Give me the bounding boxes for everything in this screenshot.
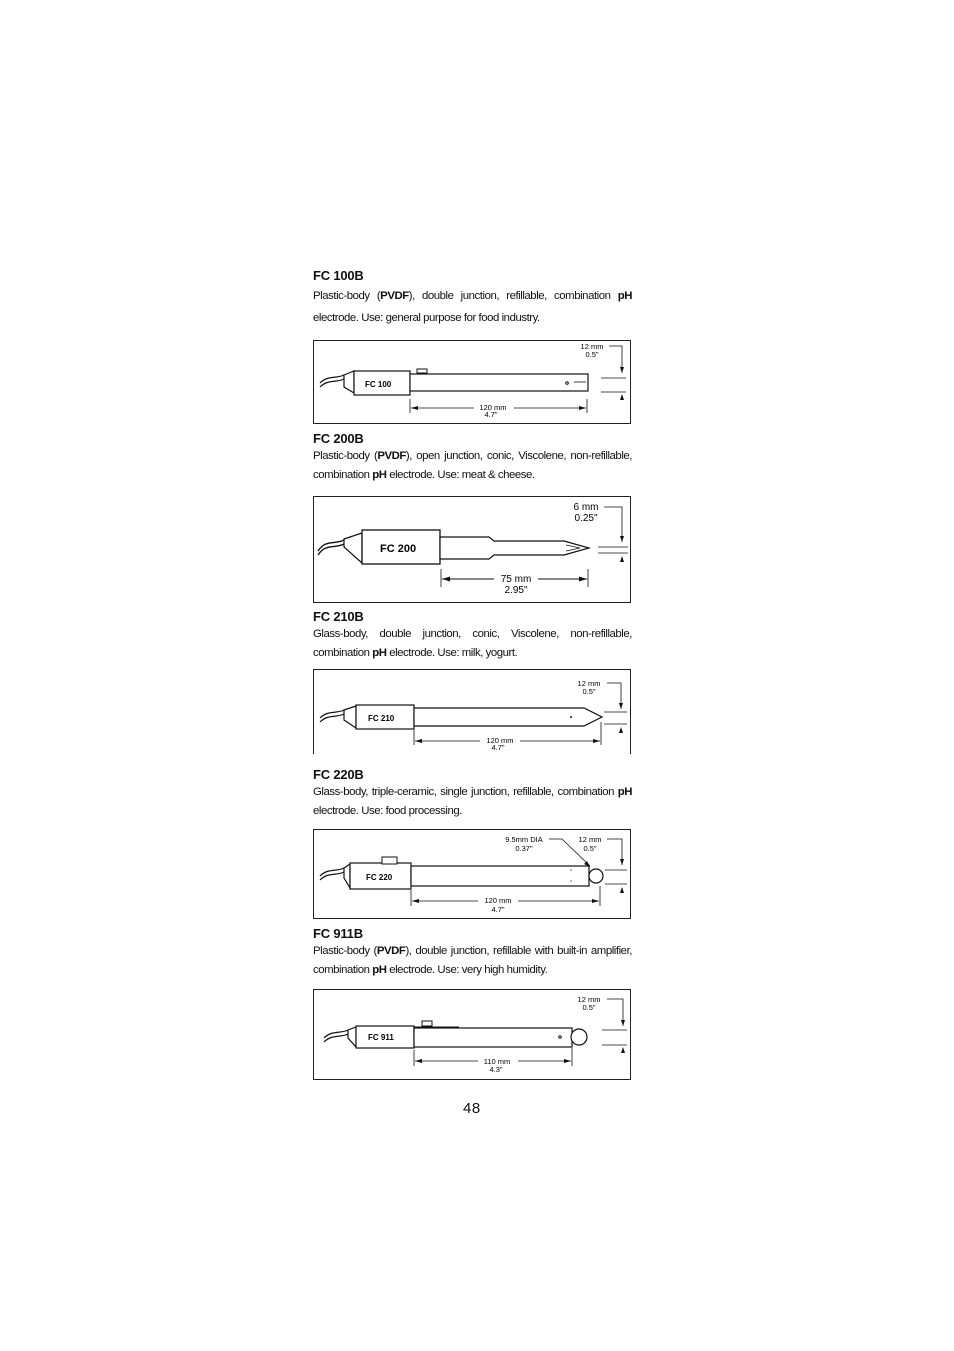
electrode-label: FC 200 bbox=[380, 543, 417, 555]
length-mm-label: 120 mm bbox=[486, 736, 514, 745]
electrode-label: FC 911 bbox=[368, 1033, 394, 1042]
description-text: electrode. Use: food processing. bbox=[313, 805, 462, 817]
tip-mm-label: 12 mm bbox=[577, 679, 601, 688]
description-text: Plastic-body ( bbox=[313, 945, 377, 957]
emphasis-text: pH bbox=[372, 964, 387, 976]
section-description bbox=[313, 447, 632, 485]
electrode-diagram-fc210 bbox=[313, 669, 631, 754]
emphasis-text: pH bbox=[617, 786, 632, 798]
length-in-label: 4.7" bbox=[491, 905, 505, 914]
diameter-in-label: 0.37" bbox=[515, 844, 533, 853]
description-text: Plastic-body ( bbox=[313, 450, 378, 462]
tip-mm-label: 12 mm bbox=[577, 995, 601, 1004]
section-description bbox=[313, 285, 632, 329]
section-fc911b bbox=[313, 926, 632, 980]
electrode-label: FC 210 bbox=[368, 714, 395, 723]
description-text: electrode. Use: milk, yogurt. bbox=[386, 647, 518, 659]
section-description bbox=[313, 625, 632, 663]
description-text: electrode. Use: general purpose for food industry. bbox=[313, 312, 540, 324]
diameter-mm-label: 9.5mm DIA bbox=[505, 835, 543, 844]
length-mm-label: 120 mm bbox=[479, 403, 507, 412]
section-heading: FC 911B bbox=[313, 926, 363, 941]
emphasis-text: pH bbox=[372, 469, 387, 481]
emphasis-text: PVDF bbox=[380, 290, 409, 302]
section-fc210b bbox=[313, 609, 632, 663]
electrode-label: FC 100 bbox=[365, 380, 392, 389]
emphasis-text: pH bbox=[617, 290, 632, 302]
description-text: ), double junction, refillable with built-in amplifier, combination bbox=[313, 945, 633, 976]
section-description bbox=[313, 783, 632, 821]
electrode-label: FC 220 bbox=[366, 873, 393, 882]
length-in-label: 4.7" bbox=[484, 410, 498, 419]
section-fc100b bbox=[313, 268, 632, 329]
length-in-label: 2.95" bbox=[504, 585, 528, 596]
section-heading: FC 100B bbox=[313, 268, 364, 283]
length-in-label: 4.3" bbox=[489, 1065, 503, 1074]
description-text: ), double junction, refillable, combination bbox=[408, 290, 618, 302]
description-text: ), open junction, conic, Viscolene, non-refillable, combination bbox=[313, 450, 632, 481]
section-heading: FC 210B bbox=[313, 609, 364, 624]
description-text: electrode. Use: very high humidity. bbox=[386, 964, 548, 976]
length-in-label: 4.7" bbox=[491, 743, 505, 752]
length-mm-label: 110 mm bbox=[483, 1057, 511, 1066]
electrode-diagram-fc200 bbox=[313, 496, 631, 603]
tip-in-label: 0.5" bbox=[582, 687, 596, 696]
electrode-diagram-fc911 bbox=[313, 989, 631, 1080]
emphasis-text: PVDF bbox=[376, 945, 406, 957]
tip-mm-label: 12 mm bbox=[578, 835, 602, 844]
marker-symbol: ° bbox=[570, 880, 572, 886]
description-text: Plastic-body ( bbox=[313, 290, 381, 302]
section-heading: FC 200B bbox=[313, 431, 364, 446]
tip-in-label: 0.5" bbox=[582, 1003, 596, 1012]
tip-in-label: 0.25" bbox=[574, 513, 598, 524]
electrode-diagram-fc220 bbox=[313, 829, 631, 919]
section-fc200b bbox=[313, 431, 632, 485]
section-description bbox=[313, 942, 632, 980]
emphasis-text: pH bbox=[372, 647, 387, 659]
emphasis-text: PVDF bbox=[377, 450, 406, 462]
description-text: electrode. Use: meat & cheese. bbox=[386, 469, 535, 481]
tip-mm-label: 12 mm bbox=[580, 342, 604, 351]
section-heading: FC 220B bbox=[313, 767, 364, 782]
section-fc220b bbox=[313, 767, 632, 821]
tip-in-label: 0.5" bbox=[583, 844, 597, 853]
description-text: Glass-body, double junction, conic, Viscolene, non-refillable, combination bbox=[313, 628, 632, 659]
tip-mm-label: 6 mm bbox=[573, 502, 599, 513]
length-mm-label: 75 mm bbox=[500, 574, 532, 585]
tip-in-label: 0.5" bbox=[585, 350, 599, 359]
marker-symbol: ° bbox=[570, 869, 572, 875]
length-mm-label: 120 mm bbox=[484, 896, 512, 905]
description-text: Glass-body, triple-ceramic, single junction, refillable, combination bbox=[313, 786, 618, 798]
electrode-diagram-fc100 bbox=[313, 340, 631, 424]
page-number: 48 bbox=[463, 1100, 481, 1117]
